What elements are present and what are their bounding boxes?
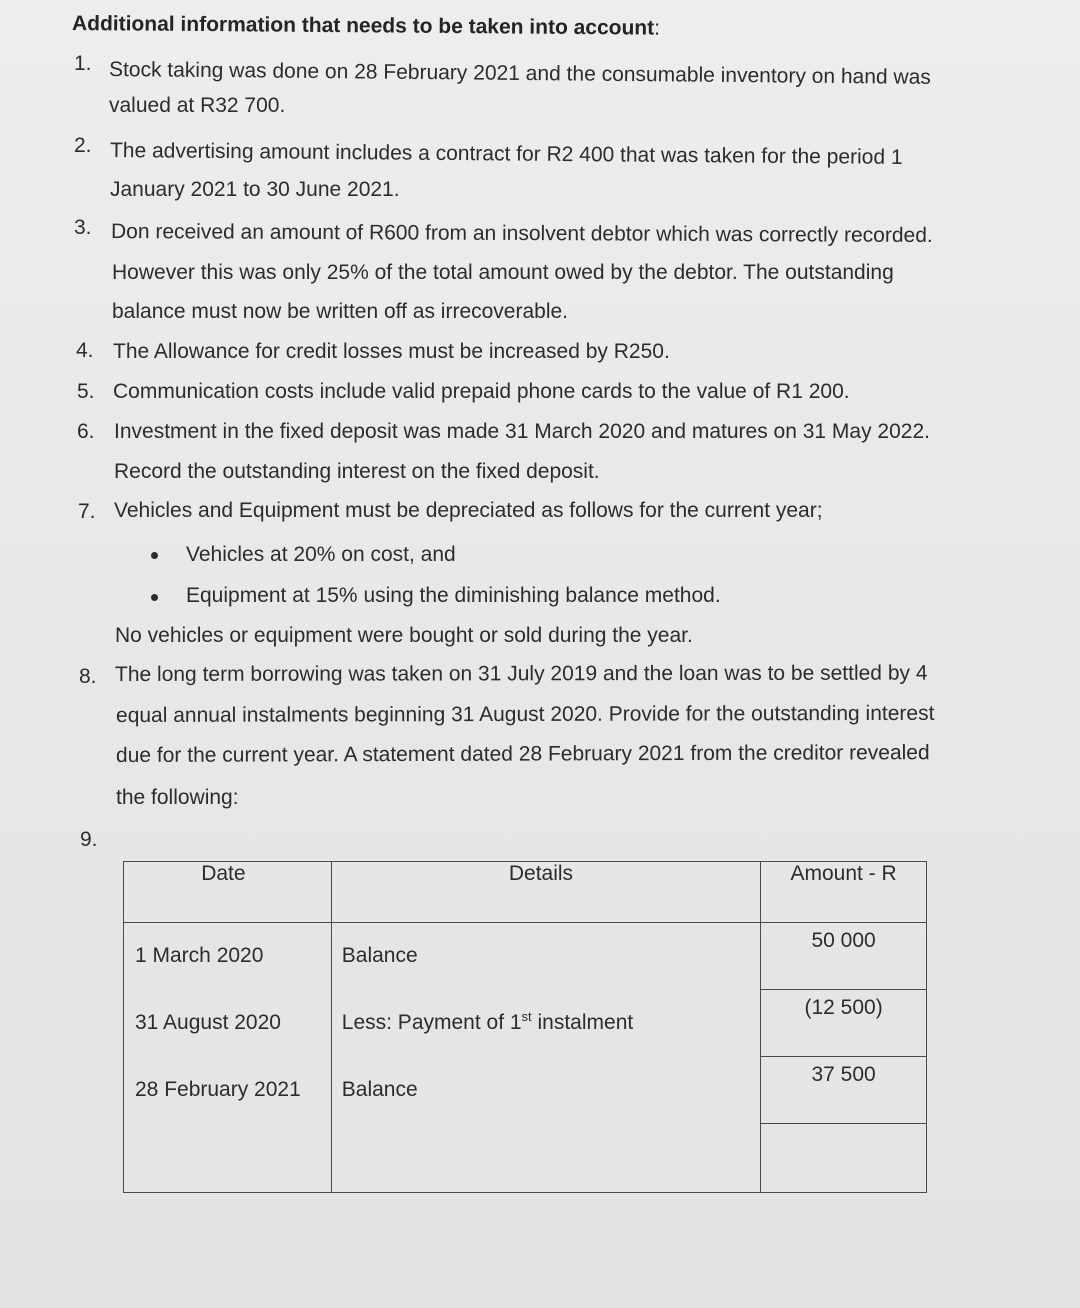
item-6-line-1: Investment in the fixed deposit was made 31 March 2020 and matures on 31 May 2022. <box>114 420 930 443</box>
bullet-icon <box>151 594 158 601</box>
cell-amount: 37 500 <box>761 1057 927 1124</box>
header-details: Details <box>331 862 760 923</box>
item-7-bullet-2: Equipment at 15% using the diminishing balance method. <box>186 584 721 607</box>
cell-amount <box>761 1124 927 1193</box>
details-text-end: instalment <box>531 1011 634 1034</box>
table-header-row <box>124 862 927 923</box>
heading-text: Additional information that needs to be taken into account <box>71 12 655 40</box>
table-row <box>124 923 927 990</box>
item-2-line-2: January 2021 to 30 June 2021. <box>110 178 400 201</box>
item-number: 6. <box>77 420 95 443</box>
item-7-line-1: Vehicles and Equipment must be depreciated as follows for the current year; <box>114 499 823 522</box>
cell-details <box>331 1124 760 1193</box>
cell-date <box>124 1124 332 1193</box>
item-number: 9. <box>80 828 98 851</box>
cell-date: 28 February 2021 <box>124 1057 332 1124</box>
item-number: 8. <box>79 665 97 688</box>
item-3-line-1: Don received an amount of R600 from an insolvent debtor which was correctly recorded. <box>110 220 933 248</box>
item-6-line-2: Record the outstanding interest on the fixed deposit. <box>114 460 600 483</box>
item-8-line-3: due for the current year. A statement dated 28 February 2021 from the creditor revealed <box>115 741 930 767</box>
table-row <box>124 1057 927 1124</box>
creditor-statement-table <box>123 861 927 1193</box>
item-8-line-2: equal annual instalments beginning 31 August 2020. Provide for the outstanding interest <box>115 701 935 727</box>
cell-details <box>331 990 760 1057</box>
cell-date: 31 August 2020 <box>124 990 332 1057</box>
header-date: Date <box>124 862 332 923</box>
section-heading <box>72 12 660 41</box>
item-5-line-1: Communication costs include valid prepaid phone cards to the value of R1 200. <box>113 380 850 403</box>
ordinal-suffix: st <box>521 1009 532 1024</box>
item-1-line-1: Stock taking was done on 28 February 2021 and the consumable inventory on hand was <box>108 58 931 89</box>
cell-details: Balance <box>331 1057 760 1124</box>
item-1-line-2: valued at R32 700. <box>109 94 286 117</box>
item-number: 2. <box>74 134 92 157</box>
item-8-line-4: the following: <box>116 786 239 809</box>
item-number: 1. <box>74 52 92 75</box>
item-number: 7. <box>78 500 96 523</box>
item-3-line-2: However this was only 25% of the total amount owed by the debtor. The outstanding <box>112 261 894 284</box>
item-number: 4. <box>76 339 94 362</box>
bullet-icon <box>151 552 158 559</box>
cell-amount: 50 000 <box>761 923 927 990</box>
cell-amount: (12 500) <box>761 990 927 1057</box>
item-4-line-1: The Allowance for credit losses must be increased by R250. <box>113 340 670 363</box>
cell-details: Balance <box>331 923 760 990</box>
table-row <box>124 990 927 1057</box>
item-8-line-1: The long term borrowing was taken on 31 July 2019 and the loan was to be settled by 4 <box>114 661 928 686</box>
item-number: 3. <box>74 216 92 239</box>
item-2-line-1: The advertising amount includes a contract for R2 400 that was taken for the period 1 <box>109 139 903 169</box>
cell-date: 1 March 2020 <box>124 923 332 990</box>
item-number: 5. <box>77 380 95 403</box>
heading-colon: : <box>654 16 661 40</box>
item-3-line-3: balance must now be written off as irrecoverable. <box>112 300 569 323</box>
header-amount: Amount - R <box>761 862 927 923</box>
item-7-note: No vehicles or equipment were bought or sold during the year. <box>115 624 693 647</box>
table-row <box>124 1124 927 1193</box>
details-text: Less: Payment of 1 <box>341 1011 522 1034</box>
item-7-bullet-1: Vehicles at 20% on cost, and <box>186 543 456 566</box>
